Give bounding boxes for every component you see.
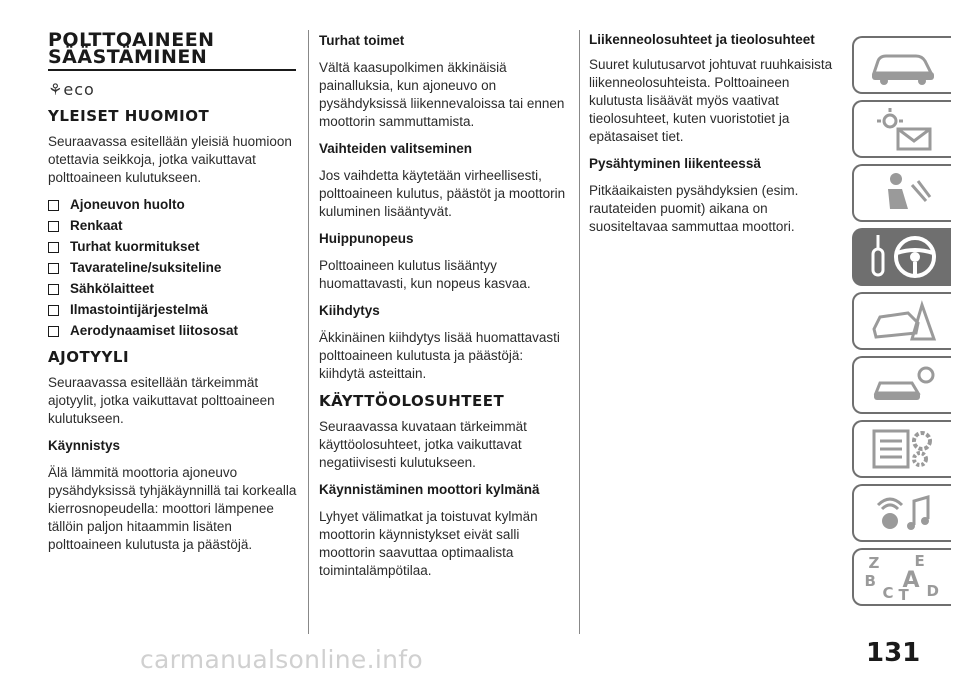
subheading-accel: Kiihdytys: [319, 303, 380, 318]
subheading-speed: Huippunopeus: [319, 231, 414, 246]
tab-starting-driving[interactable]: [852, 228, 951, 286]
subheading-cold-start: Käynnistäminen moottori kylmänä: [319, 482, 540, 497]
paragraph-traffic: Suuret kulutusarvot johtuvat ruuhkaisista liikenneolosuhteista. Polttoaineen kulutusta lisäävät myös vaativat tieolosuhteet, kuten vuoristotiet ja epätasaiset tiet.: [589, 57, 833, 144]
title-line-1: POLTTOAINEEN: [48, 29, 215, 51]
watermark: carmanualsonline.info: [140, 645, 423, 674]
checkbox-icon: [48, 305, 59, 316]
paragraph-gear: Jos vaihdetta käytetään virheellisesti, polttoaineen kulutus, päästöt ja moottorin kuluminen lisääntyvät.: [319, 168, 566, 219]
column-divider: [308, 30, 309, 634]
paragraph-speed: Polttoaineen kulutus lisääntyy huomattavasti, kun nopeus kasvaa.: [319, 258, 531, 291]
car-service-icon: [868, 363, 938, 407]
list-item: Renkaat: [48, 217, 298, 235]
list-item: Tavarateline/suksiteline: [48, 259, 298, 277]
specs-gears-icon: [868, 427, 938, 471]
index-letters-icon: Z E B A C T D: [864, 552, 939, 604]
title-line-2: SÄÄSTÄMINEN: [48, 46, 208, 68]
column-divider: [579, 30, 580, 634]
paragraph-driving: Seuraavassa esitellään tärkeimmät ajotyylit, jotka vaikuttavat polttoaineen kulutukseen.: [48, 375, 275, 426]
heading-conditions: KÄYTTÖOLOSUHTEET: [319, 392, 505, 410]
paragraph-cold-start: Lyhyet välimatkat ja toistuvat kylmän moottorin käynnistykset eivät salli moottorin saavuttaa optimaalista toimintalämpötilaa.: [319, 509, 538, 578]
paragraph-general: Seuraavassa esitellään yleisiä huomioon otettavia seikkoja, jotka vaikuttavat polttoaineen kulutukseen.: [48, 134, 292, 185]
page-title: [48, 29, 298, 68]
list-item: Sähkölaitteet: [48, 280, 298, 298]
paragraph-conditions: Seuraavassa kuvataan tärkeimmät käyttöolosuhteet, jotka vaikuttavat negatiivisesti kulutukseen.: [319, 419, 527, 470]
subheading-stops: Pysähtyminen liikenteessä: [589, 156, 761, 171]
checklist: [48, 196, 298, 340]
subheading-start: Käynnistys: [48, 438, 121, 453]
column-2: [319, 32, 569, 589]
list-item: Turhat kuormitukset: [48, 238, 298, 256]
tab-maintenance[interactable]: [852, 356, 951, 414]
subheading-gear: Vaihteiden valitseminen: [319, 141, 473, 156]
chapter-tabs: [852, 36, 960, 612]
warning-lights-icon: [868, 107, 938, 151]
tab-warning-lights[interactable]: [852, 100, 951, 158]
seat-airbag-icon: [868, 171, 938, 215]
paragraph-start: Älä lämmitä moottoria ajoneuvo pysähdyksissä tyhjäkäynnillä tai korkealla kierrosnopeudella: moottori lämpenee tällöin paljon hitaammin lisäten polttoaineen kulutusta ja päästöjä.: [48, 465, 297, 552]
title-rule: [48, 69, 296, 71]
tab-car-overview[interactable]: [852, 36, 951, 94]
column-3: [589, 32, 839, 245]
page-number: 131: [866, 638, 921, 668]
list-item: Aerodynaamiset liitososat: [48, 322, 298, 340]
tab-index[interactable]: [852, 548, 951, 606]
tab-multimedia[interactable]: [852, 484, 951, 542]
paragraph-unnecessary: Vältä kaasupolkimen äkkinäisiä painalluksia, kun ajoneuvo on pysähdyksissä liikennevaloissa tai ennen moottorin sammuttamista.: [319, 60, 565, 129]
subheading-traffic: Liikenneolosuhteet ja tieolosuhteet: [589, 32, 815, 47]
multimedia-icon: [868, 491, 938, 535]
checkbox-icon: [48, 200, 59, 211]
breakdown-icon: [868, 299, 938, 343]
paragraph-accel: Äkkinäinen kiihdytys lisää huomattavasti polttoaineen kulutusta ja päästöjä: kiihdytä asteittain.: [319, 330, 560, 381]
tab-safety[interactable]: [852, 164, 951, 222]
eco-leaf-icon: ⚘eco: [48, 80, 95, 99]
car-outline-icon: [868, 45, 938, 85]
list-item: Ilmastointijärjestelmä: [48, 301, 298, 319]
tab-emergency[interactable]: [852, 292, 951, 350]
checkbox-icon: [48, 326, 59, 337]
heading-driving: AJOTYYLI: [48, 348, 130, 366]
column-1: [48, 29, 298, 563]
key-steering-wheel-icon: [863, 233, 943, 281]
paragraph-stops: Pitkäaikaisten pysähdyksien (esim. rautateiden puomit) aikana on suositeltavaa sammuttaa moottori.: [589, 183, 799, 234]
checkbox-icon: [48, 284, 59, 295]
heading-general: YLEISET HUOMIOT: [48, 107, 210, 125]
checkbox-icon: [48, 242, 59, 253]
tab-technical-data[interactable]: [852, 420, 951, 478]
list-item: Ajoneuvon huolto: [48, 196, 298, 214]
checkbox-icon: [48, 263, 59, 274]
checkbox-icon: [48, 221, 59, 232]
subheading-unnecessary: Turhat toimet: [319, 33, 405, 48]
